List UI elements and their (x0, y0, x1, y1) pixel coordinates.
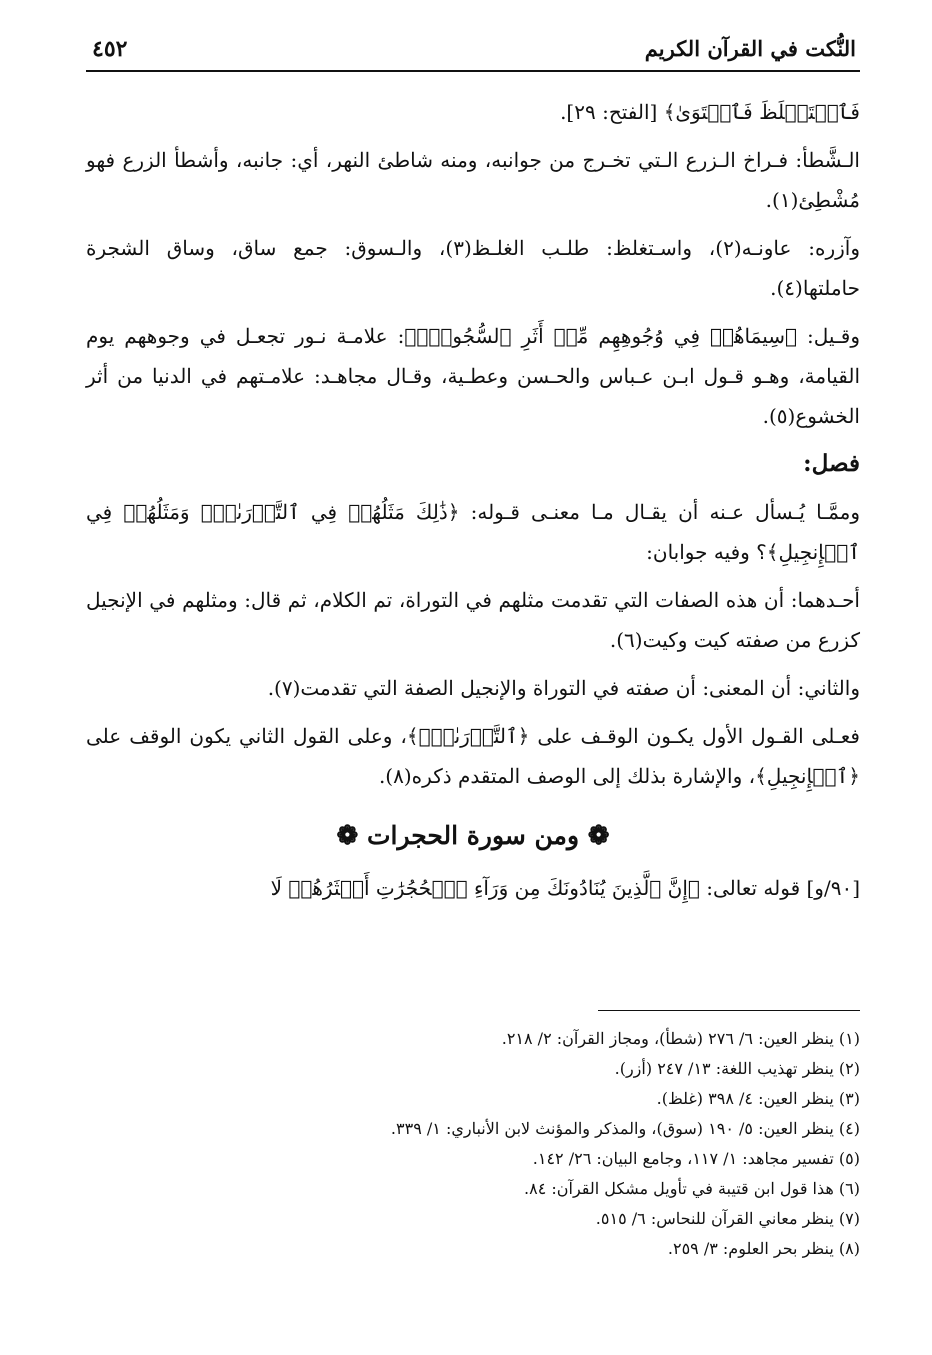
paragraph-waqf: فعـلى القـول الأول يكـون الوقـف على ﴿ٱلتَّوۡرَىٰةِۚ﴾، وعلى القول الثاني يكون الوقف على ﴿ٱلۡإِنجِيلِ﴾، والإشارة بذلك إلى الوصف المتقدم ذكره(٨). (86, 724, 860, 788)
paragraph-hujurat-verse: [٩٠/و] قوله تعالى: ﴿إِنَّ ٱلَّذِينَ يُنَادُونَكَ مِن وَرَآءِ ٱلۡحُجُرَٰتِ أَكۡثَرُهُمۡ لَا (270, 876, 860, 900)
paragraph-question: وممَّـا يُـسأل عـنه أن يقـال مـا معنـى قـوله: ﴿ذَٰلِكَ مَثَلُهُمۡ فِي ٱلتَّوۡرَىٰةِۚ وَمَثَلُهُمۡ فِي ٱلۡإِنجِيلِ﴾؟ وفيه جوابان: (86, 500, 860, 564)
paragraph-verse-end: فَٱسۡتَغۡلَظَ فَٱسۡتَوَىٰ﴾ [الفتح: ٢٩]. (560, 100, 860, 124)
footnote-item: (٨) ينظر بحر العلوم: ٣/ ٢٥٩. (667, 1239, 860, 1258)
ornament-left-icon: ❁ (336, 821, 359, 851)
footnote-item: (٤) ينظر العين: ٥/ ١٩٠ (سوق)، والمذكر والمؤنث لابن الأنباري: ١/ ٣٣٩. (390, 1119, 860, 1138)
footnote-item: (٢) ينظر تهذيب اللغة: ١٣/ ٢٤٧ (أزر). (614, 1059, 860, 1078)
footnote-item: (٥) تفسير مجاهد: ١/ ١١٧، وجامع البيان: ٢٦/ ١٤٢. (532, 1149, 860, 1168)
ornament-right-icon: ❁ (587, 821, 610, 851)
main-text (86, 92, 860, 916)
paragraph-simahum: وقـيل: ﴿سِيمَاهُمۡ فِي وُجُوهِهِم مِّنۡ أَثَرِ ٱلسُّجُودِۚ﴾: علامـة نـور تجعـل في وجوههم يوم القيامة، وهـو قـول ابـن عـباس والحـسن وعطـية، وقـال مجاهـد: علامـتهم في الدنيا من أثر الخشوع(٥). (86, 324, 860, 428)
book-title: النُّكت في القرآن الكريم (644, 36, 856, 61)
footnote-item: (٦) هذا قول ابن قتيبة في تأويل مشكل القرآن: ٨٤. (524, 1179, 860, 1198)
surah-heading-text: ومن سورة الحجرات (366, 821, 580, 850)
footnote-item: (٧) ينظر معاني القرآن للنحاس: ٦/ ٥١٥. (595, 1209, 860, 1228)
section-heading-fasl: فصل: (803, 450, 860, 477)
paragraph-answer-one: أحـدهما: أن هذه الصفات التي تقدمت مثلهم في التوراة، تم الكلام، ثم قال: ومثلهم في الإنجيل كزرع من صفته كيت وكيت(٦). (86, 588, 860, 652)
paragraph-azarahu: وآزره: عاونـه(٢)، واسـتغلظ: طلـب الغلـظ(٣)، والـسوق: جمع ساق، وساق الشجرة حاملتها(٤). (86, 236, 860, 300)
footnote-item: (١) ينظر العين: ٦/ ٢٧٦ (شطأ)، ومجاز القرآن: ٢/ ٢١٨. (501, 1029, 860, 1048)
paragraph-shata: الـشَّطأ: فـراخ الـزرع الـتي تخـرج من جوانبه، ومنه شاطئ النهر، أي: جانبه، وأشطأ الزرع فهو مُشْطِئ(١). (86, 148, 860, 212)
footnote-divider (598, 1010, 860, 1011)
paragraph-answer-two: والثاني: أن المعنى: أن صفته في التوراة والإنجيل الصفة التي تقدمت(٧). (267, 676, 860, 700)
footnotes (86, 1024, 860, 1264)
page-number: ٤٥٢ (92, 36, 128, 62)
running-header (86, 30, 860, 72)
surah-heading (86, 814, 860, 858)
footnote-item: (٣) ينظر العين: ٤/ ٣٩٨ (غلظ). (656, 1089, 860, 1108)
